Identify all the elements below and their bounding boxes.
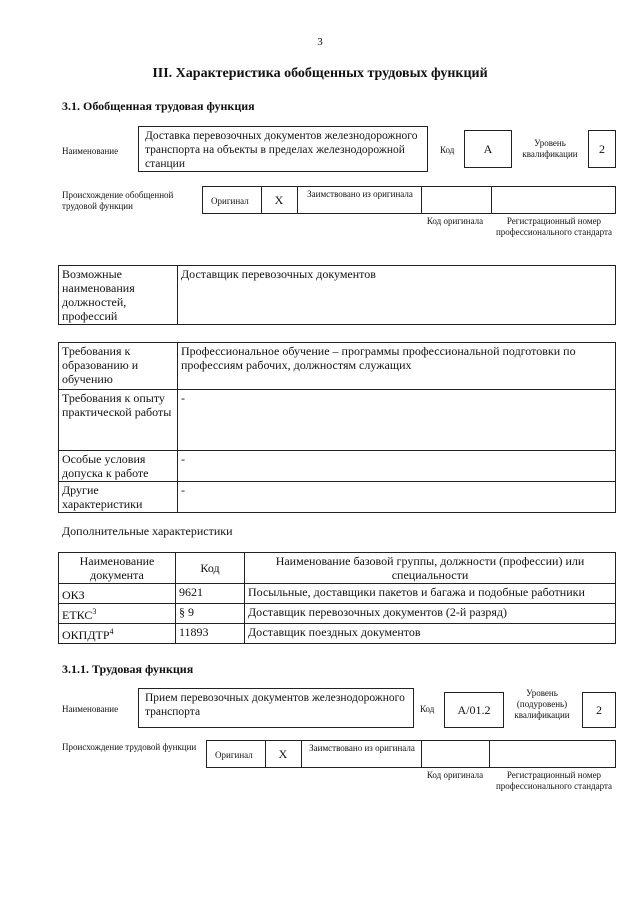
gtf-code-original-label: Код оригинала: [426, 216, 484, 226]
tf-level-value: 2: [582, 692, 616, 728]
additional-header-name: Наименование базовой группы, должности (профессии) или специальности: [245, 553, 616, 584]
row-doc: ОКПДТР$^4$: [59, 624, 176, 644]
gtf-code-value: А: [464, 130, 512, 168]
req-other-label: Другие характеристики: [59, 482, 178, 513]
requirements-table: [58, 342, 616, 513]
gtf-heading: 3.1. Обобщенная трудовая функция: [62, 99, 255, 113]
row-code: 9621: [176, 584, 245, 604]
tf-origin-label: Происхождение трудовой функции: [62, 742, 197, 752]
positions-table: [58, 265, 616, 325]
gtf-origin-box: [202, 186, 616, 214]
gtf-reg-number-label: Регистрационный номер профессионального стандарта: [495, 216, 613, 237]
tf-heading: 3.1.1. Трудовая функция: [62, 662, 194, 676]
row-code: 11893: [176, 624, 245, 644]
row-name: Доставщик поездных документов: [245, 624, 616, 644]
req-education-label: Требования к образованию и обучению: [59, 343, 178, 390]
page-number: 3: [317, 36, 323, 48]
tf-reg-number-label: Регистрационный номер профессионального стандарта: [495, 770, 613, 791]
row-doc: ЕТКС$^3$: [59, 604, 176, 624]
tf-code-value: А/01.2: [444, 692, 504, 728]
gtf-level-label: Уровень квалификации: [522, 138, 578, 159]
tf-borrowed-label: Заимствовано из оригинала: [309, 743, 415, 753]
gtf-borrowed-label: Заимствовано из оригинала: [307, 189, 413, 199]
additional-header-doc: Наименование документа: [59, 553, 176, 584]
tf-name-value: Прием перевозочных документов железнодорожного транспорта: [138, 688, 414, 728]
tf-code-label: Код: [420, 704, 435, 714]
tf-code-original-label: Код оригинала: [426, 770, 484, 780]
additional-table: [58, 552, 616, 644]
table-row: [59, 604, 616, 624]
additional-title: Дополнительные характеристики: [62, 524, 233, 538]
gtf-level-value: 2: [588, 130, 616, 168]
gtf-name-label: Наименование: [62, 146, 119, 156]
gtf-name-value: Доставка перевозочных документов железнодорожного транспорта на объекты в пределах железнодорожной станции: [138, 126, 428, 172]
section-title: III. Характеристика обобщенных трудовых функций: [152, 66, 488, 81]
positions-value: Доставщик перевозочных документов: [178, 266, 616, 325]
req-special-conditions-value: -: [178, 451, 616, 482]
req-experience-value: -: [178, 390, 616, 451]
positions-label: Возможные наименования должностей, профессий: [59, 266, 178, 325]
req-experience-label: Требования к опыту практической работы: [59, 390, 178, 451]
tf-original-mark: Х: [278, 747, 288, 761]
tf-name-label: Наименование: [62, 704, 119, 714]
additional-header-code: Код: [176, 553, 245, 584]
row-name: Доставщик перевозочных документов (2-й разряд): [245, 604, 616, 624]
table-row: [59, 584, 616, 604]
row-doc: ОКЗ: [59, 584, 176, 604]
tf-level-label: Уровень (подуровень) квалификации: [514, 688, 570, 720]
gtf-code-label: Код: [440, 145, 455, 155]
tf-original-label: Оригинал: [215, 750, 253, 760]
req-education-value: Профессиональное обучение – программы профессиональной подготовки по профессиям рабочих, должностям служащих: [178, 343, 616, 390]
gtf-original-mark: Х: [274, 193, 284, 207]
row-name: Посыльные, доставщики пакетов и багажа и подобные работники: [245, 584, 616, 604]
row-code: § 9: [176, 604, 245, 624]
tf-origin-box: [206, 740, 616, 768]
req-special-conditions-label: Особые условия допуска к работе: [59, 451, 178, 482]
gtf-original-label: Оригинал: [211, 196, 249, 206]
req-other-value: -: [178, 482, 616, 513]
gtf-origin-label: Происхождение обобщенной трудовой функции: [62, 190, 174, 211]
table-row: [59, 624, 616, 644]
